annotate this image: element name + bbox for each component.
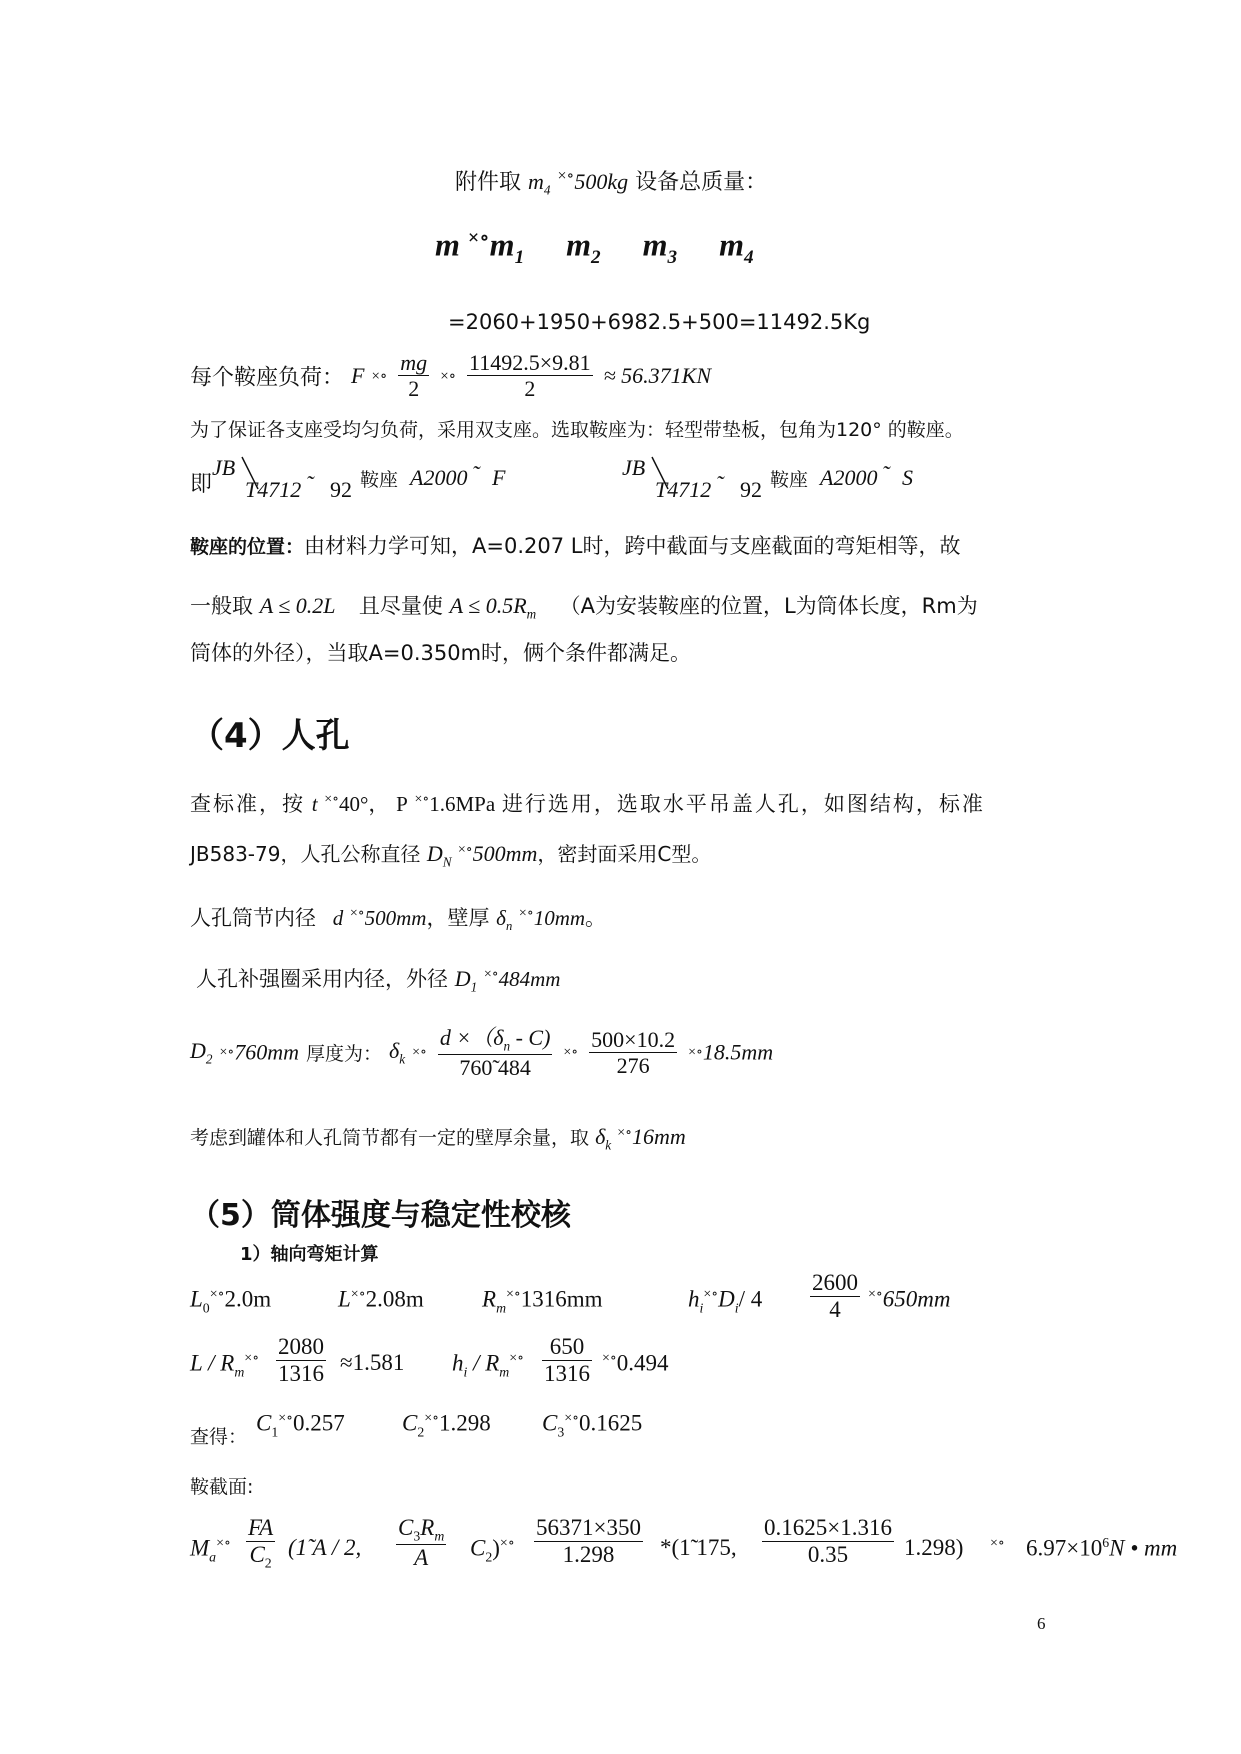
saddle-spec-line: 即 JB T4712 92 鞍座 A2000 F JB T4712 92 鞍座 A2000 S <box>190 455 913 502</box>
saddle-section-label: 鞍截面: <box>190 1476 254 1498</box>
manhole-line2: JB583-79，人孔公称直径 $D_N$ ×∘500mm，密封面采用C型。 <box>190 841 712 870</box>
total-mass-label: 设备总质量： <box>635 170 768 195</box>
manhole-line3: 人孔筒节内径 d ×∘500mm，壁厚 $\delta_n$ ×∘10mm。 <box>190 906 607 934</box>
m4-symbol: $m_4$ <box>528 169 551 198</box>
fraction-2600-4: $\frac{2600}{4}$ <box>812 1270 858 1323</box>
moment-formula: $M_a^{\times\circ}$ $\frac{FA}{C_2}$ (1̃ A / 2, $\frac{C_3R_m}{A}$ $C_2)^{\times\circ}$ $\frac{56371\times 350}{1.298}$ *(1̃ 175, $\frac{0.1625\times 1.316}{0.35}$ 1.298) ×∘ $6.97\times 10^6N$ • mm <box>190 1515 1178 1572</box>
fraction-2080-1316: $\frac{2080}{1316}$ <box>278 1334 324 1387</box>
manhole-line5: $D_2$ ×∘760mm 厚度为： $\delta_k$ ×∘ $\frac{d \times(\delta_n - C)}{760̃ 484}$ ×∘ $\frac{500\times 10.2}{276}$ ×∘18.5mm <box>190 1025 774 1080</box>
load-label: 每个鞍座负荷： <box>190 365 345 391</box>
fraction-thickness: $\frac{d \times(\delta_n - C)}{760̃ 484}$ <box>439 1025 551 1080</box>
total-mass-formula: m $^{\times\circ}m_1$ $m_2$ $m_3$ $m_4$ <box>435 226 754 269</box>
support-choice-text: 为了保证各支座受均匀负荷，采用双支座。选取鞍座为：轻型带垫板，包角为120° 的鞍座。 <box>190 419 964 441</box>
manhole-line4: 人孔补强圈采用内径，外径 $D_1$ ×∘484mm <box>196 966 561 995</box>
fraction-FA-C2: $\frac{FA}{C_2}$ <box>248 1515 274 1572</box>
load-result: ≈ 56.371KN <box>603 362 712 388</box>
attachment-mass-line <box>455 165 767 198</box>
saddle-position-label: 鞍座的位置： <box>190 536 305 558</box>
subsection-axial-moment: 1）轴向弯矩计算 <box>240 1244 379 1265</box>
total-mass-value: =2060+1950+6982.5+500=11492.5Kg <box>448 310 871 334</box>
saddle-position-line3: 筒体的外径），当取A=0.350m时，俩个条件都满足。 <box>190 641 692 665</box>
params-row3: 查得： $C_1^{\times\circ}0.257$ $C_2^{\times\circ}1.298$ $C_3^{\times\circ}0.1625$ <box>190 1410 643 1448</box>
fraction-thickness-value: $\frac{500\times 10.2}{276}$ <box>591 1026 676 1078</box>
fraction-mg-2: $\frac{mg}{2}$ <box>400 350 428 402</box>
fraction-56371x350: $\frac{56371\times 350}{1.298}$ <box>536 1515 641 1568</box>
fraction-0.1625x1.316: $\frac{0.1625\times 1.316}{0.35}$ <box>764 1515 892 1568</box>
saddle-position-line1: 鞍座的位置：由材料力学可知，A=0.207 L时，跨中截面与支座截面的弯矩相等，故 <box>190 534 961 558</box>
section-5-heading: （5）筒体强度与稳定性校核 <box>190 1198 571 1233</box>
section-4-heading: （4）人孔 <box>190 716 350 756</box>
params-row1: $L_0^{\times\circ}2.0m$ L×∘2.08m $R_m^{\times\circ}1316mm$ $h_i^{\times\circ}D_i/$ 4 $\frac{2600}{4}$ ×∘650mm <box>190 1270 951 1323</box>
saddle-position-line2: 一般取 A ≤ 0.2L 且尽量使 $A \le 0.5R_m$ （A为安装鞍座的位置，L为筒体长度，Rm为 <box>190 593 978 622</box>
page-number: 6 <box>1037 1614 1046 1633</box>
params-row2: L / $R_m^{\times\circ}$ $\frac{2080}{1316}$ ≈1.581 $h_i / R_m^{\times\circ}$ $\frac{650}{1316}$ ×∘0.494 <box>190 1334 669 1387</box>
fraction-load-value: $\frac{11492.5\times 9.81}{2}$ <box>469 350 591 402</box>
fraction-650-1316: $\frac{650}{1316}$ <box>544 1334 590 1387</box>
manhole-line6: 考虑到罐体和人孔筒节都有一定的壁厚余量，取 $\delta_k$ ×∘16mm <box>190 1124 686 1153</box>
m4-value: 500kg <box>574 169 629 194</box>
attach-label: 附件取 <box>455 170 522 195</box>
saddle-load-line: 每个鞍座负荷： F ×∘ $\frac{mg}{2}$ ×∘ $\frac{11492.5\times 9.81}{2}$ ≈ 56.371KN <box>190 350 712 402</box>
fraction-C3Rm-A: $\frac{C_3R_m}{A}$ <box>398 1515 445 1571</box>
eq-sign: ×∘ <box>557 167 575 185</box>
manhole-line1: 查标准，按 t ×∘40°， P ×∘1.6MPa 进行选用，选取水平吊盖人孔，如图结构，标准 <box>190 792 985 816</box>
